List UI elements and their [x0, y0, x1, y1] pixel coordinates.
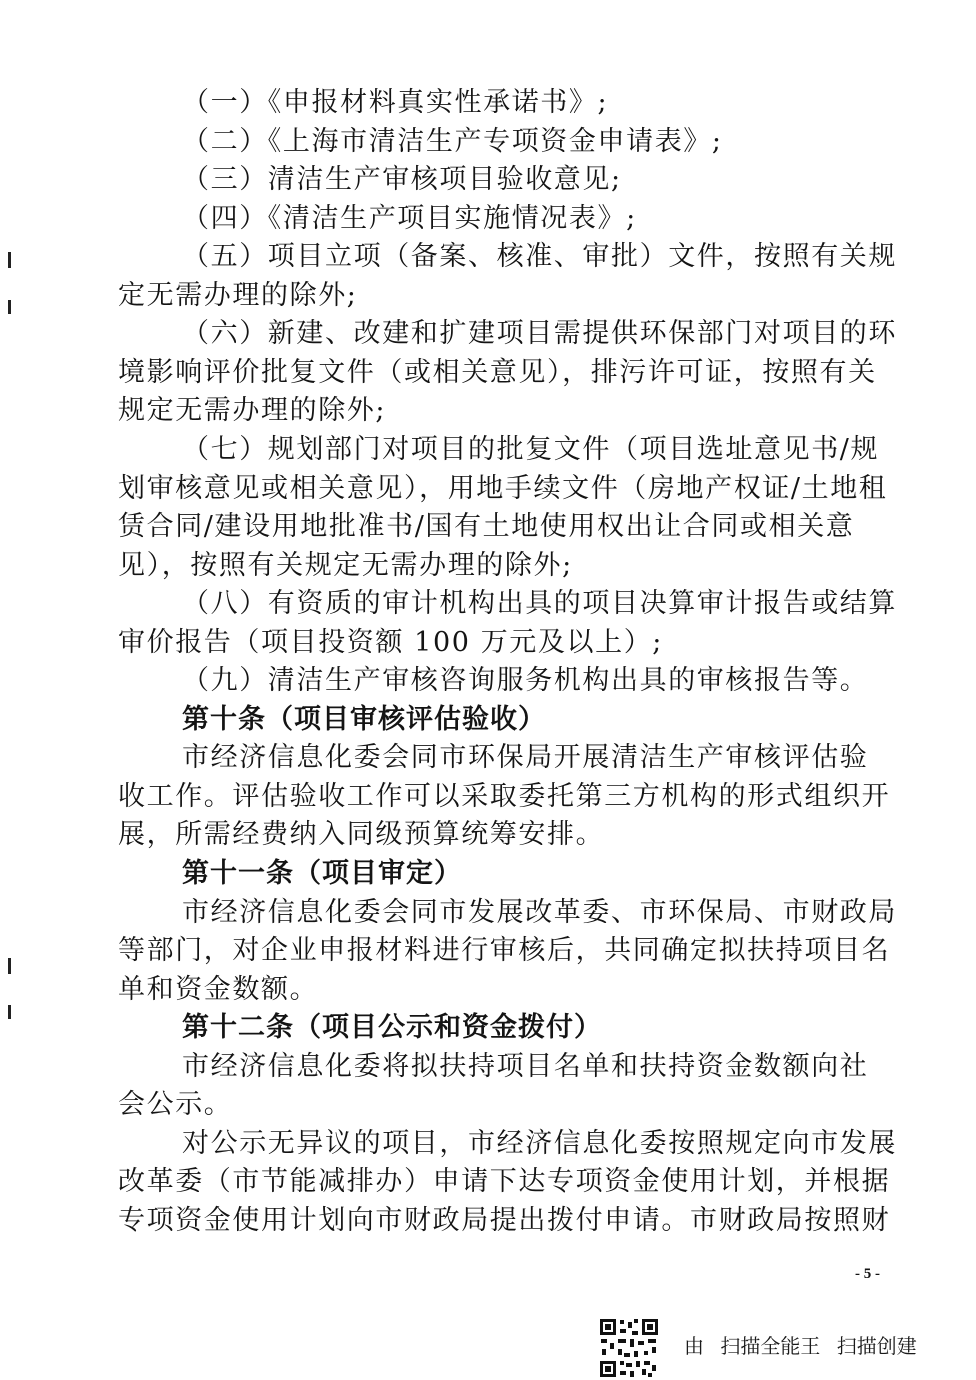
text-line: 赁合同/建设用地批准书/国有土地使用权出让合同或相关意 — [118, 511, 855, 542]
text-line: 规定无需办理的除外; — [118, 395, 387, 426]
page-number: - 5 - — [855, 1266, 880, 1282]
scan-mark — [8, 958, 11, 974]
scan-mark — [8, 252, 11, 268]
article-heading: 第十二条（项目公示和资金拨付） — [182, 1012, 602, 1043]
text-line: （八）有资质的审计机构出具的项目决算审计报告或结算 — [182, 588, 897, 619]
text-line: （一）《申报材料真实性承诺书》; — [182, 87, 609, 118]
text-line: 收工作。评估验收工作可以采取委托第三方机构的形式组织开 — [118, 781, 891, 812]
text-line: （五）项目立项（备案、核准、审批）文件，按照有关规 — [182, 241, 897, 272]
text-line: 划审核意见或相关意见），用地手续文件（房地产权证/土地租 — [118, 473, 888, 504]
text-line: （二）《上海市清洁生产专项资金申请表》; — [182, 126, 723, 157]
text-line: 单和资金数额。 — [118, 974, 319, 1005]
text-line: 会公示。 — [118, 1089, 233, 1120]
scan-mark — [8, 1005, 11, 1019]
watermark-prefix: 由 — [684, 1334, 704, 1358]
watermark-suffix: 扫描创建 — [836, 1334, 917, 1358]
text-line: （九）清洁生产审核咨询服务机构出具的审核报告等。 — [182, 665, 869, 696]
scan-mark — [8, 300, 11, 314]
text-line: 市经济信息化委会同市环保局开展清洁生产审核评估验 — [182, 742, 869, 773]
text-line: 审价报告（项目投资额 100 万元及以上）; — [118, 627, 663, 658]
article-heading: 第十条（项目审核评估验收） — [182, 704, 546, 735]
text-line: （七）规划部门对项目的批复文件（项目选址意见书/规 — [182, 434, 880, 465]
text-line: （四）《清洁生产项目实施情况表》; — [182, 203, 637, 234]
text-line: 见），按照有关规定无需办理的除外; — [118, 550, 573, 581]
text-line: 专项资金使用计划向市财政局提出拨付申请。市财政局按照财 — [118, 1205, 891, 1236]
article-heading: 第十一条（项目审定） — [182, 858, 462, 889]
text-line: 改革委（市节能减排办）申请下达专项资金使用计划，并根据 — [118, 1166, 891, 1197]
text-line: 对公示无异议的项目，市经济信息化委按照规定向市发展 — [182, 1128, 897, 1159]
text-line: 境影响评价批复文件（或相关意见），排污许可证，按照有关 — [118, 357, 877, 388]
text-line: （三）清洁生产审核项目验收意见; — [182, 164, 622, 195]
text-line: 市经济信息化委将拟扶持项目名单和扶持资金数额向社 — [182, 1051, 869, 1082]
text-line: （六）新建、改建和扩建项目需提供环保部门对项目的环 — [182, 318, 897, 349]
text-line: 定无需办理的除外; — [118, 280, 358, 311]
scan-watermark — [684, 1333, 927, 1359]
text-line: 展，所需经费纳入同级预算统筹安排。 — [118, 819, 605, 850]
watermark-app-name: 扫描全能王 — [720, 1334, 821, 1358]
qr-code-icon — [598, 1317, 660, 1379]
text-line: 等部门，对企业申报材料进行审核后，共同确定拟扶持项目名 — [118, 935, 891, 966]
text-line: 市经济信息化委会同市发展改革委、市环保局、市财政局 — [182, 897, 897, 928]
